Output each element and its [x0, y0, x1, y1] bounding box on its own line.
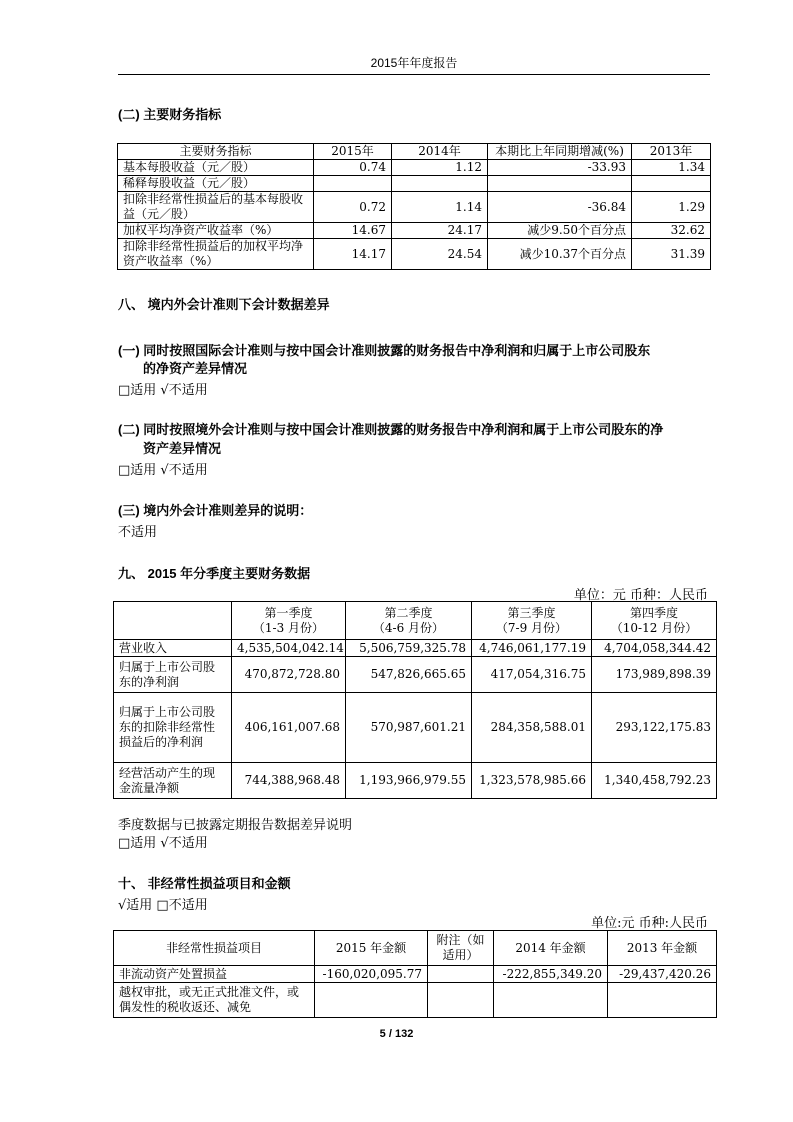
row-label: 稀释每股收益（元／股） [118, 176, 314, 192]
table-cell: -33.93 [488, 160, 632, 176]
section-8-heading: 八、 境内外会计准则下会计数据差异 [118, 297, 330, 312]
column-header: 第四季度 （10-12 月份） [592, 602, 717, 640]
table-cell [632, 176, 711, 192]
table-cell [392, 176, 488, 192]
table-row [114, 983, 717, 1018]
table-row [114, 693, 717, 763]
main-financial-indicators-heading: (二) 主要财务指标 [118, 107, 222, 122]
row-label: 归属于上市公司股东的扣除非经常性损益后的净利润 [114, 693, 232, 763]
column-header: 第三季度 （7-9 月份） [472, 602, 592, 640]
table-cell: 4,704,058,344.42 [592, 640, 717, 657]
section-8-sub3-heading: (三) 境内外会计准则差异的说明： [118, 503, 313, 518]
table-header-row [114, 931, 717, 966]
table-row [114, 966, 717, 983]
row-label: 基本每股收益（元／股） [118, 160, 314, 176]
applicability-checkbox: □适用 √不适用 [118, 836, 208, 851]
table-cell: 417,054,316.75 [472, 657, 592, 693]
table-cell: 1,323,578,985.66 [472, 763, 592, 799]
column-header: 主要财务指标 [118, 144, 314, 160]
non-recurring-items-table [113, 930, 717, 1018]
table-cell: 570,987,601.21 [346, 693, 472, 763]
section-8-sub1-heading: (一) 同时按照国际会计准则与按中国会计准则披露的财务报告中净利润和归属于上市公司股东 [118, 343, 651, 358]
table-cell: -160,020,095.77 [315, 966, 428, 983]
column-header: 本期比上年同期增减(%) [488, 144, 632, 160]
table-row [118, 176, 711, 192]
table-cell [608, 983, 717, 1018]
quarterly-data-table [113, 601, 717, 799]
table-row [114, 640, 717, 657]
section-10-heading: 十、 非经常性损益项目和金额 [118, 876, 291, 891]
page-number: 5 / 132 [379, 1028, 414, 1040]
table-cell: 14.17 [314, 239, 392, 270]
table-cell [314, 176, 392, 192]
table-cell: 406,161,007.68 [232, 693, 346, 763]
section-8-sub1-heading-cont: 的净资产差异情况 [143, 361, 248, 376]
table-cell: 0.72 [314, 192, 392, 223]
table-cell: 4,746,061,177.19 [472, 640, 592, 657]
table-cell: 减少10.37个百分点 [488, 239, 632, 270]
table-cell: 293,122,175.83 [592, 693, 717, 763]
table-cell: 1,340,458,792.23 [592, 763, 717, 799]
table-cell: 470,872,728.80 [232, 657, 346, 693]
table-row [118, 223, 711, 239]
table-cell [428, 983, 494, 1018]
applicability-checkbox: □适用 √不适用 [118, 463, 208, 478]
table-cell: 1,193,966,979.55 [346, 763, 472, 799]
table-row [118, 192, 711, 223]
column-header: 附注（如适用） [428, 931, 494, 966]
section-8-sub2-heading: (二) 同时按照境外会计准则与按中国会计准则披露的财务报告中净利润和属于上市公司股东的净 [118, 422, 664, 437]
applicability-checkbox: √适用 □不适用 [118, 898, 208, 913]
row-label: 越权审批，或无正式批准文件，或偶发性的税收返还、减免 [114, 983, 315, 1018]
financial-indicators-table [117, 143, 711, 270]
table-cell: 4,535,504,042.14 [232, 640, 346, 657]
table-cell: 173,989,898.39 [592, 657, 717, 693]
section-8-sub2-heading-cont: 资产差异情况 [143, 441, 222, 456]
table-cell [494, 983, 608, 1018]
row-label: 扣除非经常性损益后的基本每股收益（元／股） [118, 192, 314, 223]
table-cell: 744,388,968.48 [232, 763, 346, 799]
table-cell: 284,358,588.01 [472, 693, 592, 763]
column-header: 非经常性损益项目 [114, 931, 315, 966]
column-header: 第二季度 （4-6 月份） [346, 602, 472, 640]
table-cell [428, 966, 494, 983]
table-cell: -36.84 [488, 192, 632, 223]
column-header: 2015年 [314, 144, 392, 160]
column-header: 2014 年金额 [494, 931, 608, 966]
table-row [118, 239, 711, 270]
table-cell: 14.67 [314, 223, 392, 239]
table-header-row [118, 144, 711, 160]
column-header: 2013年 [632, 144, 711, 160]
row-label: 营业收入 [114, 640, 232, 657]
quarterly-diff-note: 季度数据与已披露定期报告数据差异说明 [118, 818, 353, 833]
table-cell: -222,855,349.20 [494, 966, 608, 983]
table-cell: 31.39 [632, 239, 711, 270]
table-cell: 24.54 [392, 239, 488, 270]
applicability-checkbox: □适用 √不适用 [118, 383, 208, 398]
column-header: 2015 年金额 [315, 931, 428, 966]
unit-currency-label: 单位:元 币种:人民币 [591, 916, 708, 931]
table-cell: 1.29 [632, 192, 711, 223]
row-label: 扣除非经常性损益后的加权平均净资产收益率（%） [118, 239, 314, 270]
table-row [114, 763, 717, 799]
row-label: 经营活动产生的现金流量净额 [114, 763, 232, 799]
table-cell [114, 602, 232, 640]
table-cell: 5,506,759,325.78 [346, 640, 472, 657]
column-header: 第一季度 （1-3 月份） [232, 602, 346, 640]
table-cell [488, 176, 632, 192]
table-cell: -29,437,420.26 [608, 966, 717, 983]
table-cell: 24.17 [392, 223, 488, 239]
table-cell: 1.34 [632, 160, 711, 176]
table-cell: 0.74 [314, 160, 392, 176]
table-header-row [114, 602, 717, 640]
table-cell: 32.62 [632, 223, 711, 239]
section-9-heading: 九、 2015 年分季度主要财务数据 [118, 566, 311, 581]
unit-currency-label: 单位：元 币种：人民币 [573, 588, 708, 603]
table-row [118, 160, 711, 176]
section-8-sub3-text: 不适用 [118, 525, 158, 540]
row-label: 加权平均净资产收益率（%） [118, 223, 314, 239]
table-row [114, 657, 717, 693]
table-cell: 547,826,665.65 [346, 657, 472, 693]
row-label: 非流动资产处置损益 [114, 966, 315, 983]
column-header: 2013 年金额 [608, 931, 717, 966]
row-label: 归属于上市公司股东的净利润 [114, 657, 232, 693]
table-cell: 1.14 [392, 192, 488, 223]
table-cell: 减少9.50个百分点 [488, 223, 632, 239]
table-cell: 1.12 [392, 160, 488, 176]
table-cell [315, 983, 428, 1018]
column-header: 2014年 [392, 144, 488, 160]
page-header: 2015年年度报告 [118, 54, 710, 75]
